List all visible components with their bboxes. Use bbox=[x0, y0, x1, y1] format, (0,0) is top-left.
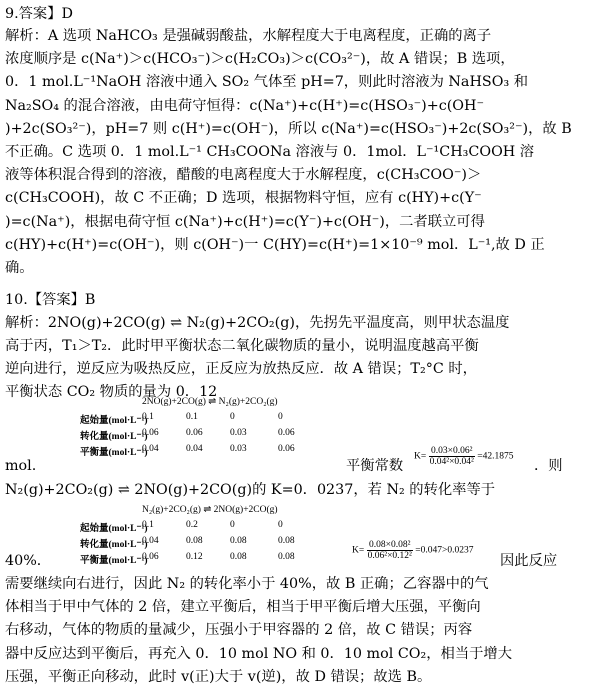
row-label: 转化量(mol·L⁻¹) bbox=[80, 432, 148, 442]
text-line: 右移动，气体的物质的量减少，压强小于甲容器的 2 倍，故 C 错误；丙容 bbox=[5, 622, 473, 639]
text-line: )+2c(SO₃²⁻)，pH=7 则 c(H⁺)=c(OH⁻)，所以 c(Na⁺)=c(HSO₃⁻)+2c(SO₃²⁻)，故 B bbox=[5, 120, 572, 137]
row-label: 起始量(mol·L⁻¹) bbox=[80, 524, 148, 534]
table-cell: 0.04 bbox=[186, 444, 203, 454]
table-cell: 0.2 bbox=[186, 520, 198, 530]
table-cell: 0.1 bbox=[142, 520, 154, 530]
text-line: c(CH₃COOH)，故 C 不正确；D 选项，根据物料守恒，应有 c(HY)+c(Y⁻ bbox=[5, 190, 482, 207]
table-cell: 0.06 bbox=[142, 552, 159, 562]
text-line: 解析：2NO(g)+2CO(g) ⇌ N₂(g)+2CO₂(g)，先拐先平温度高，则甲状态温度 bbox=[5, 315, 510, 331]
numerator: 0.03×0.06² bbox=[429, 446, 475, 457]
mol-text: mol. bbox=[5, 458, 37, 474]
pct-tail: 因此反应 bbox=[500, 553, 558, 569]
table-cell: 0.08 bbox=[230, 552, 247, 562]
text-line: 体相当于甲中气体的 2 倍，建立平衡后，相当于甲平衡后增大压强，平衡向 bbox=[5, 599, 481, 616]
text-line: c(HY)+c(H⁺)=c(OH⁻)，则 c(OH⁻)一 C(HY)=c(H⁺)=1×10⁻⁹ mol．L⁻¹,故 D 正 bbox=[5, 236, 545, 253]
q10-title: 10.【答案】B bbox=[5, 292, 96, 308]
table-cell: 0.08 bbox=[186, 536, 203, 546]
table-cell: 0.1 bbox=[186, 412, 198, 422]
fraction bbox=[367, 540, 413, 561]
text-line: 浓度顺序是 c(Na⁺)＞c(HCO₃⁻)＞c(H₂CO₃)＞c(CO₃²⁻)，故 A 错误；B 选项， bbox=[5, 51, 515, 68]
table-cell: 0 bbox=[278, 520, 283, 530]
text-line: 液等体积混合得到的溶液，醋酸的电离程度大于水解程度，c(CH₃COO⁻)＞ bbox=[5, 167, 482, 184]
table-cell: 0.04 bbox=[142, 444, 159, 454]
text-line: 器中反应达到平衡后，再充入 0．10 mol NO 和 0．10 mol CO₂，相当于增大 bbox=[5, 645, 513, 662]
denominator: 0.06²×0.12² bbox=[367, 551, 412, 561]
table-cell: 0.08 bbox=[230, 536, 247, 546]
text-line: 0．1 mol.L⁻¹NaOH 溶液中通入 SO₂ 气体至 pH=7，则此时溶液为 NaHSO₃ 和 bbox=[5, 74, 529, 91]
k-tail: ．则 bbox=[534, 458, 563, 474]
numerator: 0.08×0.08² bbox=[367, 540, 413, 551]
k-value: =0.047>0.0237 bbox=[415, 545, 474, 556]
k-value: =42.1875 bbox=[477, 451, 514, 462]
table-cell: 0.06 bbox=[186, 428, 203, 438]
reverse-reaction-line: N₂(g)+2CO₂(g) ⇌ 2NO(g)+2CO(g)的 K=0．0237，若 N₂ 的转化率等于 bbox=[5, 482, 496, 498]
table-cell: 0.1 bbox=[142, 412, 154, 422]
fraction bbox=[429, 446, 475, 467]
text-line: 逆向进行，逆反应为吸热反应，正反应为放热反应．故 A 错误；T₂°C 时， bbox=[5, 361, 477, 377]
table-cell: 0.06 bbox=[142, 428, 159, 438]
text-line: )=c(Na⁺)，根据电荷守恒 c(Na⁺)+c(H⁺)=c(Y⁻)+c(OH⁻)，二者联立可得 bbox=[5, 213, 485, 230]
k-fraction-1 bbox=[414, 446, 514, 467]
text-line: 平衡状态 CO₂ 物质的量为 0．12 bbox=[5, 384, 218, 400]
table-cell: 0.03 bbox=[230, 444, 247, 454]
row-label: 起始量(mol·L⁻¹) bbox=[80, 416, 148, 426]
table-cell: 0 bbox=[278, 412, 283, 422]
equilibrium-table-2 bbox=[80, 504, 360, 564]
text-line: 高于丙，T₁＞T₂．此时甲平衡状态二氧化碳物质的量小，说明温度越高平衡 bbox=[5, 338, 479, 354]
table-cell: 0.03 bbox=[230, 428, 247, 438]
k-symbol: K= bbox=[352, 545, 365, 556]
table-cell: 0.12 bbox=[186, 552, 203, 562]
k-symbol: K= bbox=[414, 451, 427, 462]
text-line: 不正确。C 选项 0．1 mol.L⁻¹ CH₃COONa 溶液与 0．1mol．L⁻¹CH₃COOH 溶 bbox=[5, 144, 535, 160]
table-cell: 0.04 bbox=[142, 536, 159, 546]
text-line: Na₂SO₄ 的混合溶液，由电荷守恒得：c(Na⁺)+c(H⁺)=c(HSO₃⁻)+c(OH⁻ bbox=[5, 97, 485, 114]
k-fraction-2 bbox=[352, 540, 474, 561]
row-label: 平衡量(mol·L⁻¹) bbox=[80, 448, 148, 458]
row-label: 平衡量(mol·L⁻¹) bbox=[80, 556, 148, 566]
table-cell: 0.08 bbox=[278, 552, 295, 562]
table-header: N₂(g)+2CO₂(g) ⇌ 2NO(g)+2CO(g) bbox=[142, 505, 278, 515]
table-cell: 0 bbox=[230, 412, 235, 422]
table-cell: 0.06 bbox=[278, 444, 295, 454]
equilibrium-table-1 bbox=[80, 396, 340, 466]
k-label: 平衡常数 bbox=[346, 458, 404, 474]
text-line: 需要继续向右进行，因此 N₂ 的转化率小于 40%，故 B 正确；乙容器中的气 bbox=[5, 576, 489, 592]
pct-text: 40%． bbox=[5, 553, 52, 569]
table-header: 2NO(g)+2CO(g) ⇌ N₂(g)+2CO₂(g) bbox=[142, 397, 278, 407]
text-line: 解析：A 选项 NaHCO₃ 是强碱弱酸盐，水解程度大于电离程度，正确的离子 bbox=[5, 28, 492, 44]
denominator: 0.04²×0.04² bbox=[429, 457, 474, 467]
table-cell: 0.06 bbox=[278, 428, 295, 438]
table-cell: 0 bbox=[230, 520, 235, 530]
row-label: 转化量(mol·L⁻¹) bbox=[80, 540, 148, 550]
text-line: 确。 bbox=[5, 260, 34, 276]
text-line: 压强，平衡正向移动，此时 v(正)大于 v(逆)，故 D 错误；故选 B。 bbox=[5, 668, 432, 685]
q9-title: 9.答案】D bbox=[5, 6, 73, 22]
table-cell: 0.08 bbox=[278, 536, 295, 546]
